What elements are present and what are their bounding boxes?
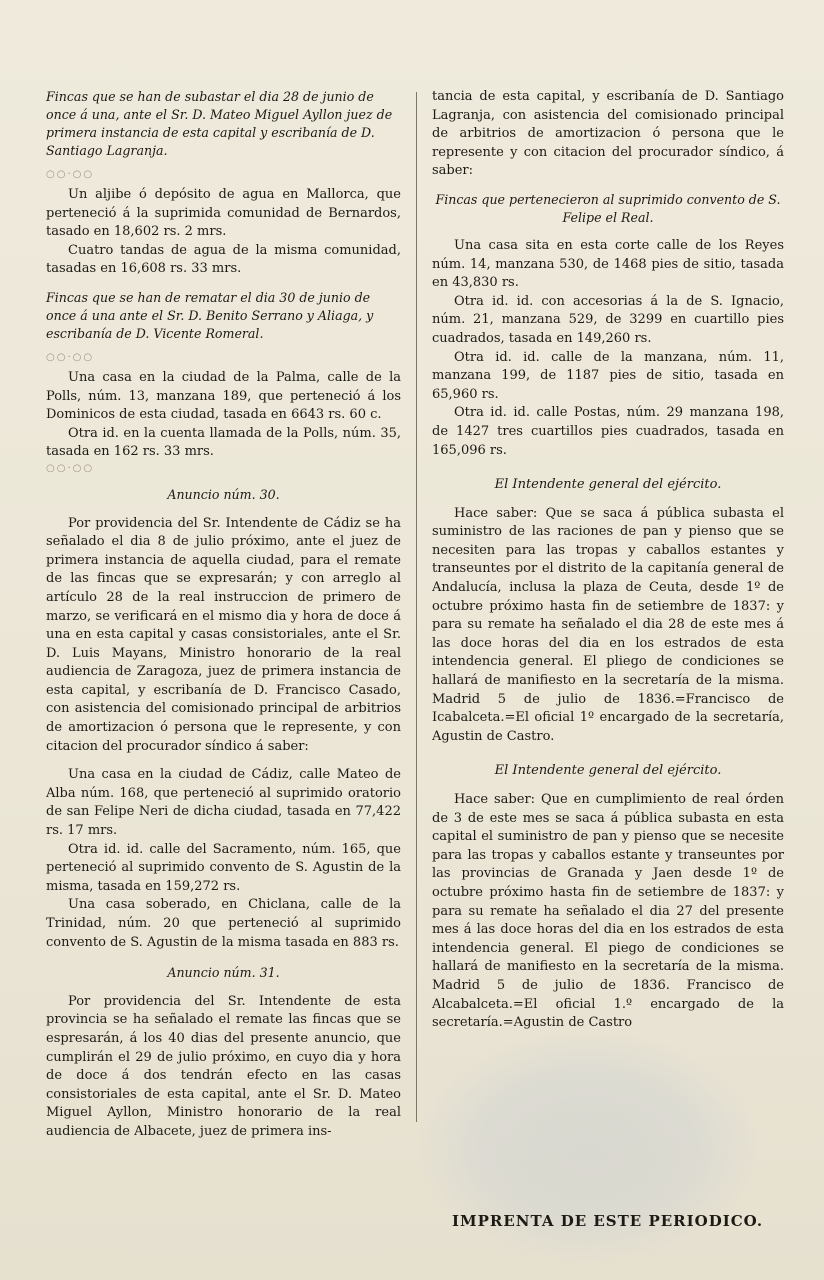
paragraph-suministro-granada-jaen: Hace saber: Que en cumplimiento de real órden de 3 de este mes se saca á pública subasta en esta capital el suministro de pan y pienso que se necesite para las tropas y caballos estante y transeuntes por las provincias de Granada y Jaen desde 1º de octubre próximo hasta fin de setiembre de 1837: y para su remate ha señalado el dia 27 del presente mes á las doce horas del dia en los estrados de esta intendencia general. El piego de condiciones se hallará de manifiesto en la secretaría de la misma. Madrid 5 de julio de 1836. Francisco de Alcabalceta.=El oficial 1.º encargado de la secretaría.=Agustin de Castro [432,792,784,1031]
paragraph-suministro-andalucia: Hace saber: Que se saca á pública subasta el suministro de las raciones de pan y pienso que se necesiten para las tropas y caballos estantes y transeuntes por el distrito de la capitanía general de Andalucía, inclusa la plaza de Ceuta, desde 1º de octubre próximo hasta fin de setiembre de 1837: y para su remate ha señalado el dia 28 de este mes á las doce horas del dia en los estrados de esta intendencia general. El pliego de condiciones se hallará de manifiesto en la secretaría de la misma. Madrid 5 de julio de 1836.=Francisco de Icabalceta.=El oficial 1º encargado de la secretaría, Agustin de Castro. [432,505,784,744]
anuncio-31-heading: Anuncio núm. 31. [167,965,280,981]
ornament-dots: ○○·○○ [46,351,95,363]
column-divider [416,92,417,1122]
paragraph-calle-postas: Otra id. id. calle Postas, núm. 29 manzana 198, de 1427 tres cuartillos pies cuadrados, tasada en 165,096 rs. [432,405,784,458]
paragraph-casa-palma: Una casa en la ciudad de la Palma, calle de la Polls, núm. 13, manzana 189, que perteneció á los Dominicos de esta ciudad, tasada en 6643 rs. 60 c. [46,369,401,423]
paragraph-tandas-agua: Cuatro tandas de agua de la misma comunidad, tasadas en 16,608 rs. 33 mrs. [46,242,401,277]
imprint-footer: IMPRENTA DE ESTE PERIODICO. [452,1212,764,1230]
paragraph-calle-reyes: Una casa sita en esta corte calle de los Reyes núm. 14, manzana 530, de 1468 pies de sitio, tasada en 43,830 rs. [432,237,784,291]
left-column [46,88,401,1142]
paragraph-casa-cadiz: Una casa en la ciudad de Cádiz, calle Mateo de Alba núm. 168, que perteneció al suprimido oratorio de san Felipe Neri de dicha ciudad, tasada en 77,422 rs. 17 mrs. [46,767,401,839]
ornament-dots: ○○·○○ [46,462,95,474]
paragraph-sacramento: Otra id. id. calle del Sacramento, núm. 165, que perteneció al suprimido convento de S. Agustin de la misma, tasada en 159,272 rs. [46,841,401,894]
anuncio-30-heading: Anuncio núm. 30. [167,486,280,502]
paragraph-continuation: tancia de esta capital, y escribanía de D. Santiago Lagranja, con asistencia del comisionado principal de arbitrios de amortizacion ó persona que le represente y con citacion del procurador síndico, á saber: [432,89,784,179]
intendente-heading-2: El Intendente general del ejército. [494,763,722,779]
right-column [432,88,784,1033]
paragraph-anuncio-30: Por providencia del Sr. Intendente de Cádiz se ha señalado el dia 8 de julio próximo, ante el juez de primera instancia de aquella ciudad, para el remate de las fincas que se expresarán; y con arreglo al artículo 28 de la real instruccion de primero de marzo, se verificará en el mismo dia y hora de doce á una en esta capital y casas consistoriales, ante el Sr. D. Luis Mayans, Ministro honorario de la real audiencia de Zaragoza, juez de primera instancia de esta capital, y escribanía de D. Francisco Casado, con asistencia del comisionado principal de arbitrios de amortizacion ó persona que le represente, y con citacion del procurador síndico á saber: [46,515,401,754]
paragraph-calle-manzana: Otra id. id. calle de la manzana, núm. 11, manzana 199, de 1187 pies de sitio, tasada en 65,960 rs. [432,349,784,402]
right-heading-felipe-real: Fincas que pertenecieron al suprimido convento de S. Felipe el Real. [435,191,781,225]
left-heading-remate-30-junio: Fincas que se han de rematar el dia 30 de junio de once á una ante el Sr. D. Benito Serrano y Aliaga, y escribanía de D. Vicente Romeral. [46,289,374,341]
paragraph-san-ignacio: Otra id. id. con accesorias á la de S. Ignacio, núm. 21, manzana 529, de 3299 en cuartillo pies cuadrados, tasada en 149,260 rs. [432,293,784,346]
paragraph-aljibe: Un aljibe ó depósito de agua en Mallorca, que perteneció á la suprimida comunidad de Bernardos, tasado en 18,602 rs. 2 mrs. [46,187,401,240]
left-heading-subasta-28-junio: Fincas que se han de subastar el dia 28 de junio de once á una, ante el Sr. D. Mateo Miguel Ayllon juez de primera instancia de esta capital y escribanía de D. Santiago Lagranja. [46,89,393,158]
intendente-heading-1: El Intendente general del ejército. [494,477,722,493]
paragraph-cuenta-polls: Otra id. en la cuenta llamada de la Polls, núm. 35, tasada en 162 rs. 33 mrs. [46,425,401,460]
paragraph-anuncio-31: Por providencia del Sr. Intendente de esta provincia se ha señalado el remate las fincas que se espresarán, á los 40 dias del presente anuncio, que cumplirán el 29 de julio próximo, en cuyo dia y hora de doce á dos tendrán efecto en las casas consistoriales de esta capital, ante el Sr. D. Mateo Miguel Ayllon, Ministro honorario de la real audiencia de Albacete, juez de primera ins- [46,993,401,1139]
ornament-dots: ○○·○○ [46,169,95,180]
paragraph-chiclana: Una casa soberado, en Chiclana, calle de la Trinidad, núm. 20 que perteneció al suprimido convento de S. Agustin de la misma tasada en 883 rs. [46,897,401,950]
